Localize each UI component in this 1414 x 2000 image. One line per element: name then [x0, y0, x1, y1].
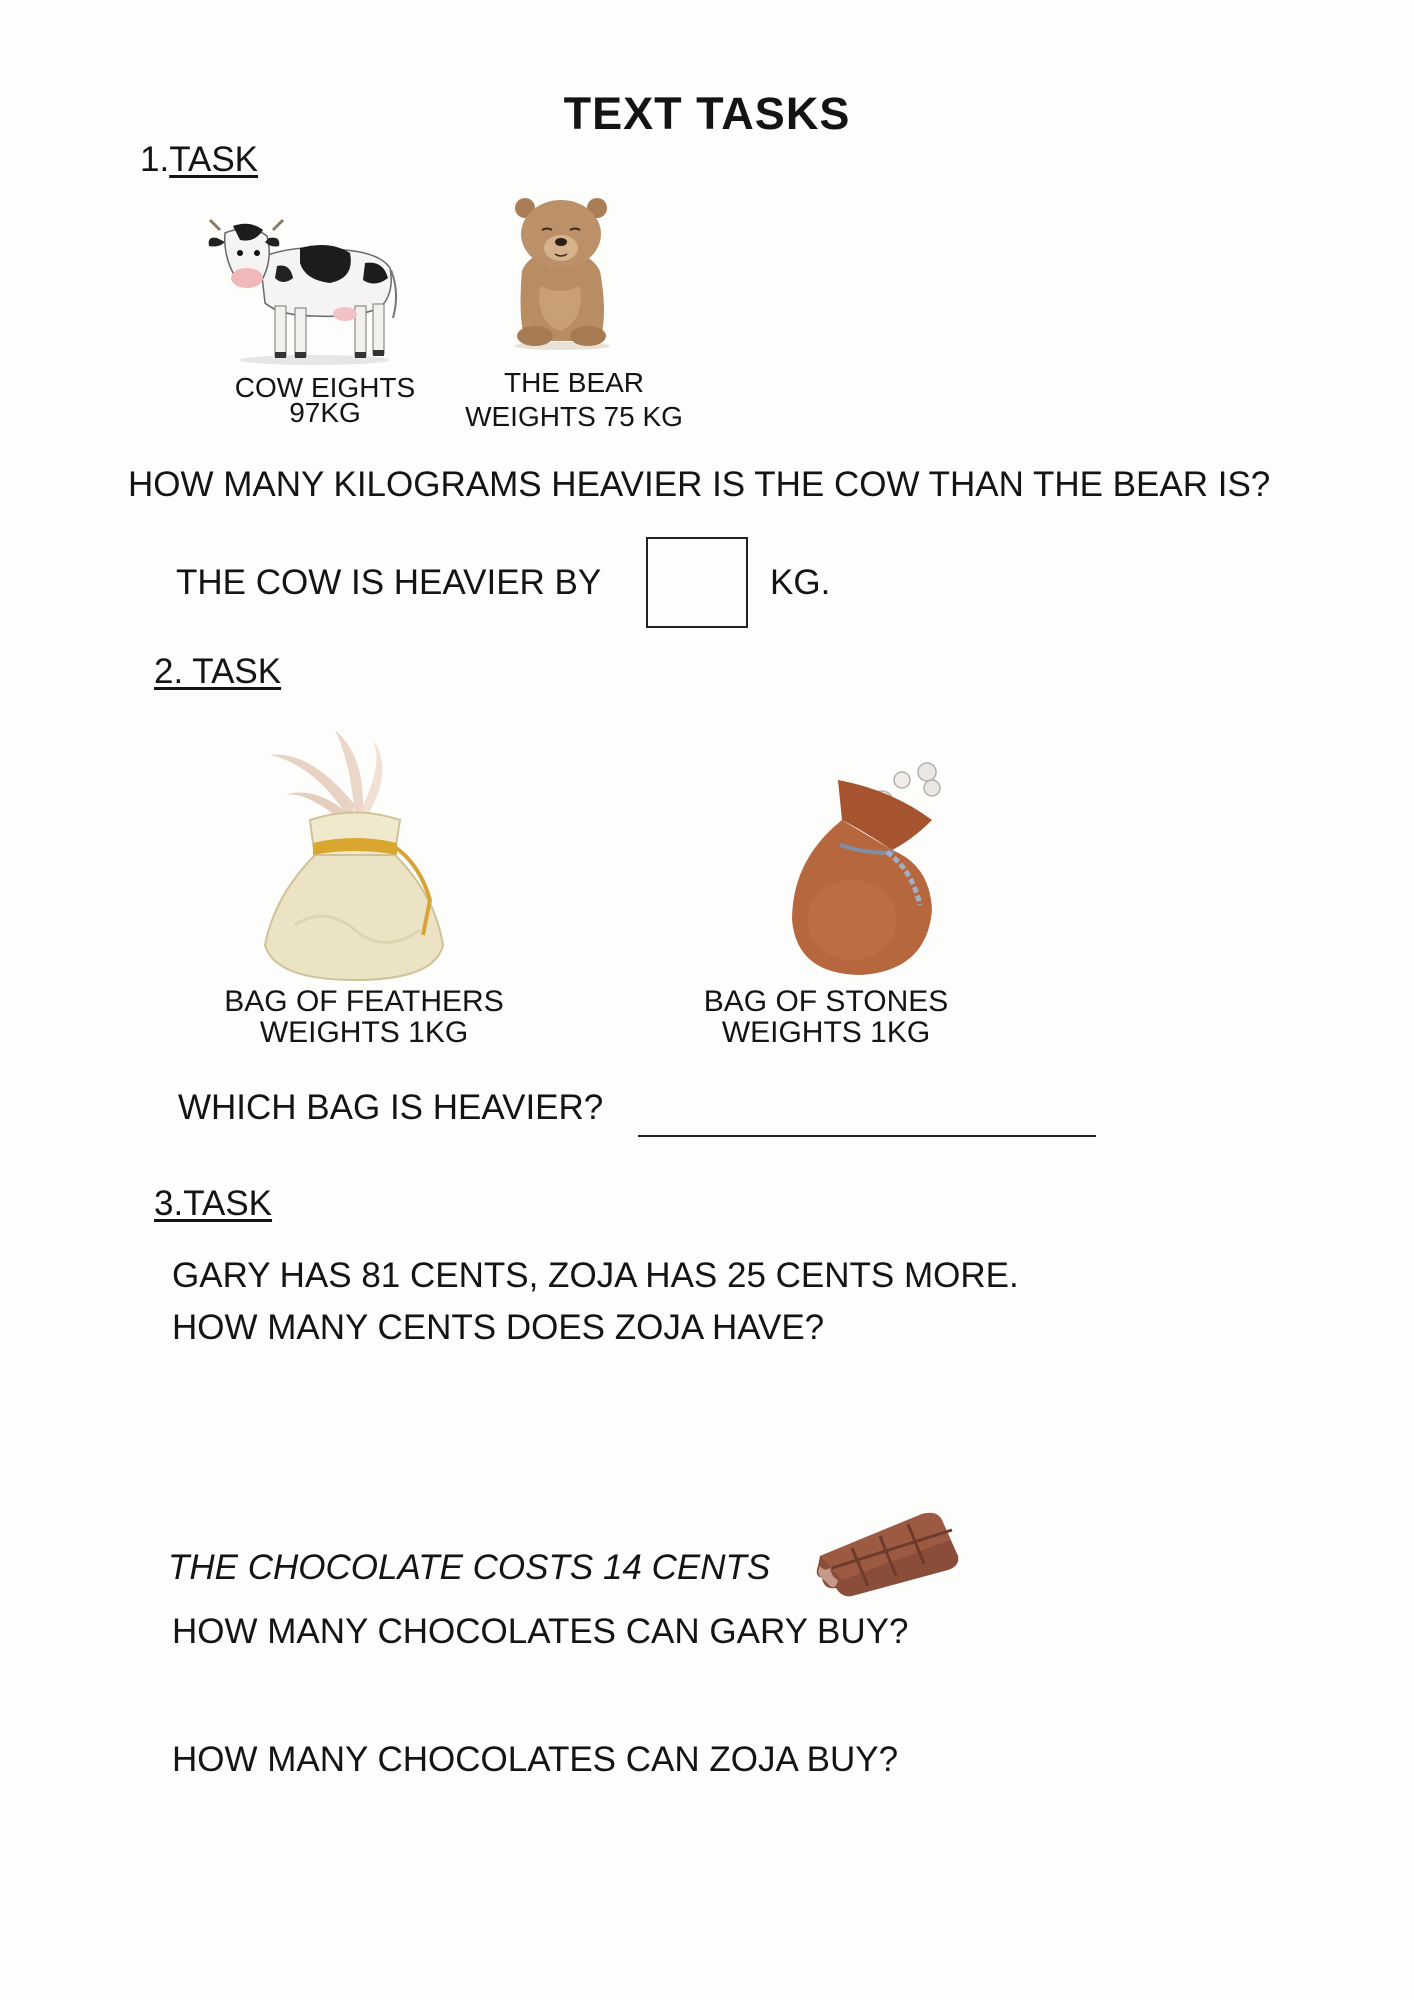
page-title: TEXT TASKS — [563, 88, 851, 139]
task3-line2: HOW MANY CENTS DOES ZOJA HAVE? — [172, 1308, 825, 1347]
task2-question: WHICH BAG IS HEAVIER? — [178, 1088, 604, 1127]
bear-caption-line1: THE BEAR — [503, 367, 645, 398]
stone-bag-icon — [762, 760, 962, 985]
task1-answer-prefix: THE COW IS HEAVIER BY — [176, 563, 602, 602]
task1-heading-label: TASK — [169, 140, 259, 179]
cow-caption-line2: 97KG — [289, 397, 361, 428]
task3-question-gary: HOW MANY CHOCOLATES CAN GARY BUY? — [172, 1612, 909, 1651]
cow-caption-line1: COW EIGHTS — [234, 372, 416, 403]
chocolate-icon — [812, 1508, 962, 1600]
task2-answer-line[interactable] — [638, 1133, 1096, 1137]
task1-answer-box[interactable] — [646, 537, 748, 628]
cow-caption — [200, 372, 450, 428]
task3-question-zoja: HOW MANY CHOCOLATES CAN ZOJA BUY? — [172, 1740, 899, 1779]
cow-icon — [205, 208, 405, 368]
bear-caption — [430, 366, 718, 434]
task2-heading — [154, 652, 281, 692]
chocolate-price: THE CHOCOLATE COSTS 14 CENTS — [168, 1548, 771, 1587]
stones-caption-line1: BAG OF STONES — [703, 985, 949, 1018]
bear-caption-line2: WEIGHTS 75 KG — [465, 401, 683, 432]
feathers-caption — [180, 986, 548, 1048]
feather-bag-icon — [255, 725, 455, 985]
task3-line1: GARY HAS 81 CENTS, ZOJA HAS 25 CENTS MORE. — [172, 1256, 1019, 1295]
stones-caption — [668, 986, 984, 1048]
task1-heading — [140, 140, 258, 180]
task3-heading-label: 3.TASK — [154, 1184, 273, 1223]
feathers-caption-line1: BAG OF FEATHERS — [224, 985, 504, 1018]
task1-question: HOW MANY KILOGRAMS HEAVIER IS THE COW THAN THE BEAR IS? — [128, 465, 1271, 504]
task2-heading-label: 2. TASK — [154, 652, 282, 691]
feathers-caption-line2: WEIGHTS 1KG — [259, 1016, 469, 1049]
task1-number: 1. — [140, 140, 170, 179]
task1-answer-suffix: KG. — [770, 563, 831, 602]
task3-heading — [154, 1184, 272, 1224]
bear-icon — [500, 196, 620, 351]
stones-caption-line2: WEIGHTS 1KG — [721, 1016, 931, 1049]
